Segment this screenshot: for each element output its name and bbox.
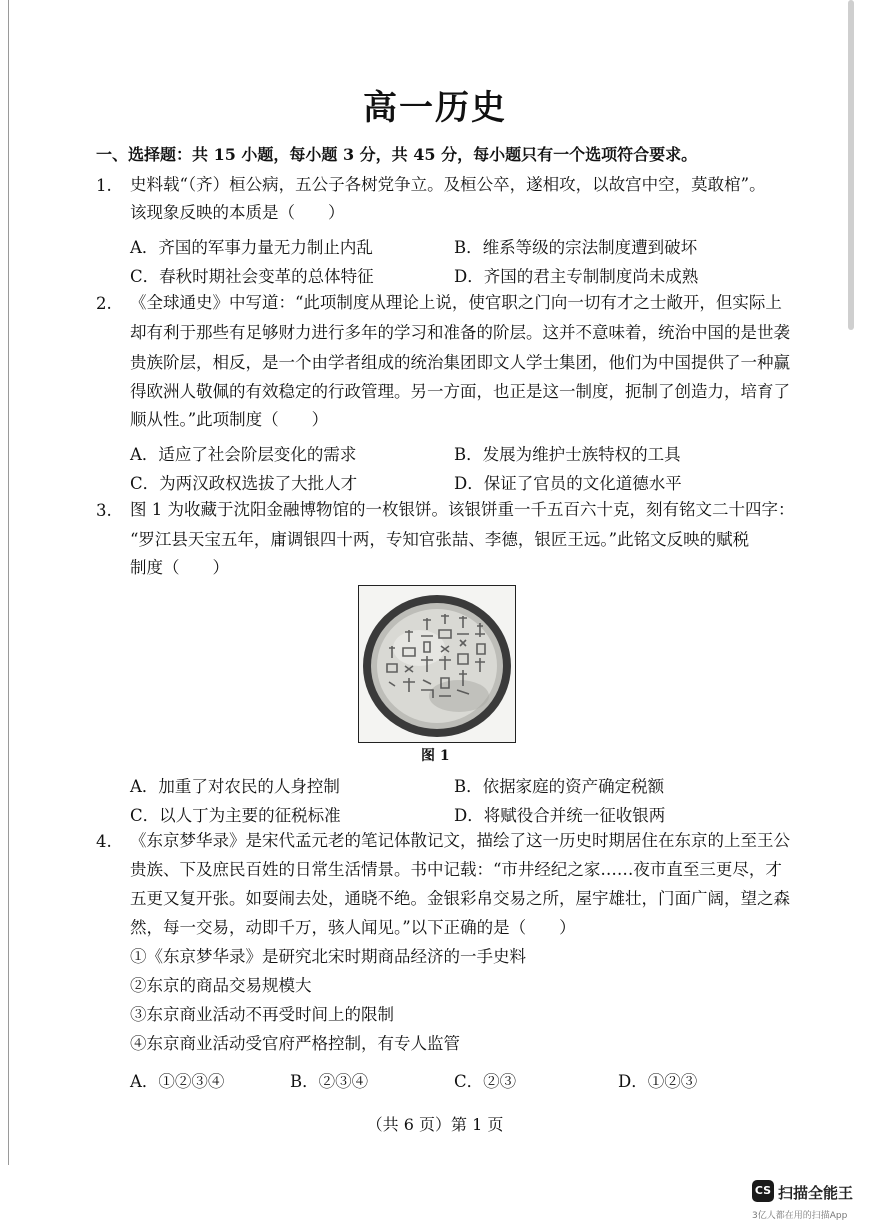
figure-caption: 图 1	[421, 748, 450, 764]
question-text-line: 《全球通史》中写道：“此项制度从理论上说，使官职之门向一切有才之士敞开，但实际上	[130, 293, 782, 312]
question-number: 4.	[96, 832, 112, 851]
option-c[interactable]: C．以人丁为主要的征税标准	[130, 806, 341, 825]
silver-cake-photo	[358, 585, 516, 743]
camscanner-tagline: 3亿人都在用的扫描App	[752, 1211, 848, 1221]
option-a[interactable]: A．①②③④	[130, 1072, 225, 1091]
statement-1: ①《东京梦华录》是研究北宋时期商品经济的一手史料	[130, 947, 526, 966]
option-d[interactable]: D．保证了官员的文化道德水平	[454, 474, 682, 493]
option-d[interactable]: D．①②③	[618, 1072, 698, 1091]
question-text-line: 《东京梦华录》是宋代孟元老的笔记体散记文，描绘了这一历史时期居住在东京的上至王公	[130, 831, 790, 850]
question-text-line: 该现象反映的本质是（ ）	[130, 203, 345, 222]
option-c[interactable]: C．春秋时期社会变革的总体特征	[130, 267, 374, 286]
question-text-line: 图 1 为收藏于沈阳金融博物馆的一枚银饼。该银饼重一千五百六十克，刻有铭文二十四字：	[130, 500, 795, 519]
page-title: 高一历史	[363, 88, 507, 128]
option-b[interactable]: B．维系等级的宗法制度遭到破坏	[454, 238, 698, 257]
question-number: 1.	[96, 176, 112, 195]
page-left-border	[8, 0, 9, 1165]
statement-3: ③东京商业活动不再受时间上的限制	[130, 1005, 394, 1024]
statement-2: ②东京的商品交易规模大	[130, 976, 312, 995]
question-text-line: 史料载“（齐）桓公病，五公子各树党争立。及桓公卒，遂相攻，以故宫中空，莫敢棺”。	[130, 175, 766, 194]
option-a[interactable]: A．齐国的军事力量无力制止内乱	[130, 238, 373, 257]
option-b[interactable]: B．发展为维护士族特权的工具	[454, 445, 681, 464]
question-text-line: 五更又复开张。如耍闹去处，通晓不绝。金银彩帛交易之所，屋宇雄壮，门面广阔，望之森	[130, 889, 790, 908]
section-heading: 一、选择题：共 15 小题，每小题 3 分，共 45 分，每小题只有一个选项符合要求。	[96, 145, 698, 164]
question-text-line: 贵族、下及庶民百姓的日常生活情景。书中记载：“市井经纪之家……夜市直至三更尽，才	[130, 860, 782, 879]
question-text-line: 却有利于那些有足够财力进行多年的学习和准备的阶层。这并不意味着，统治中国的是世袭	[130, 323, 790, 342]
question-number: 2.	[96, 294, 112, 313]
question-text-line: 制度（ ）	[130, 558, 229, 577]
option-b[interactable]: B．②③④	[290, 1072, 369, 1091]
question-number: 3.	[96, 501, 112, 520]
question-text-line: 贵族阶层，相反，是一个由学者组成的统治集团即文人学士集团，他们为中国提供了一种赢	[130, 353, 790, 372]
option-a[interactable]: A．加重了对农民的人身控制	[130, 777, 340, 796]
question-text-line: 顺从性。”此项制度（ ）	[130, 410, 329, 429]
vertical-scrollbar[interactable]	[846, 0, 856, 340]
question-text-line: 得欧洲人敬佩的有效稳定的行政管理。另一方面，也正是这一制度，扼制了创造力，培育了	[130, 382, 790, 401]
option-c[interactable]: C．为两汉政权选拔了大批人才	[130, 474, 358, 493]
camscanner-brand-name: 扫描全能王	[778, 1184, 854, 1202]
option-a[interactable]: A．适应了社会阶层变化的需求	[130, 445, 357, 464]
option-d[interactable]: D．齐国的君主专制制度尚未成熟	[454, 267, 699, 286]
scrollbar-thumb[interactable]	[848, 0, 854, 330]
option-d[interactable]: D．将赋役合并统一征收银两	[454, 806, 666, 825]
question-text-line: “罗江县天宝五年，庸调银四十两，专知官张喆、李德，银匠王远。”此铭文反映的赋税	[130, 530, 750, 549]
question-text-line: 然，每一交易，动即千万，骇人闻见。”以下正确的是（ ）	[130, 918, 576, 937]
silver-cake-image	[359, 586, 515, 742]
option-c[interactable]: C．②③	[454, 1072, 517, 1091]
statement-4: ④东京商业活动受官府严格控制，有专人监管	[130, 1034, 460, 1053]
camscanner-logo-icon: CS	[752, 1180, 774, 1202]
option-b[interactable]: B．依据家庭的资产确定税额	[454, 777, 665, 796]
page-footer: （共 6 页）第 1 页	[366, 1115, 504, 1134]
